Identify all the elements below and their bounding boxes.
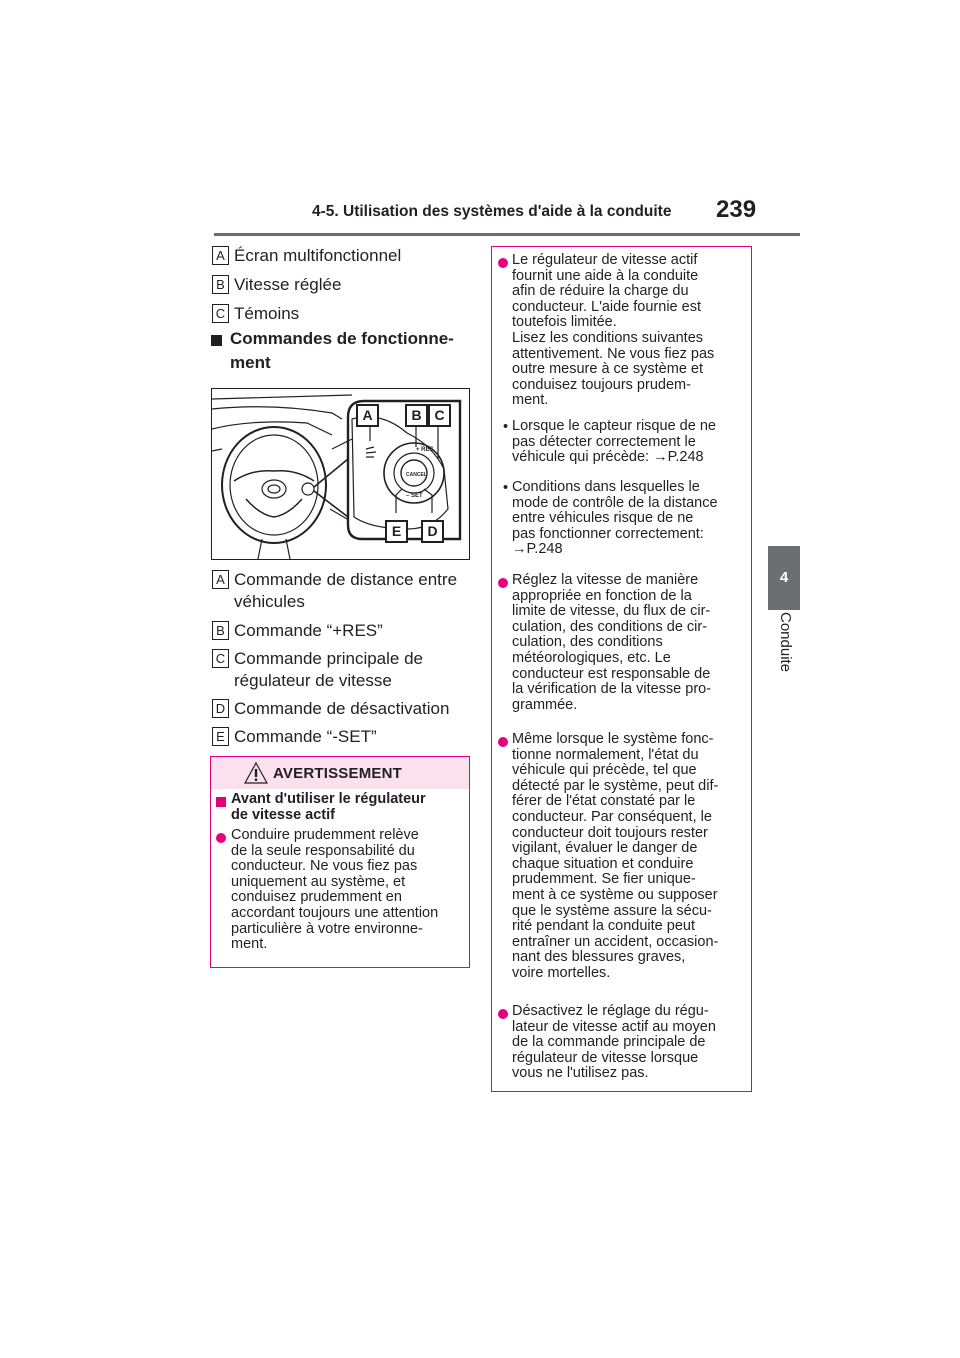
chapter-tab-label: Conduite — [777, 612, 794, 673]
set-label: – SET — [406, 493, 423, 499]
info-line: vous ne l'utilisez pas. — [512, 1065, 649, 1082]
warning-triangle-icon — [244, 762, 268, 784]
info-para-3 — [512, 732, 718, 982]
info-line: Lorsque le capteur risque de ne — [512, 418, 716, 434]
warning-line: de la seule responsabilité du — [231, 842, 415, 859]
warning-subhead-bullet — [216, 797, 226, 807]
info-line: météorologiques, etc. Le — [512, 649, 671, 666]
warning-line: conduisez prudemment en — [231, 889, 402, 906]
info-line: détecté par le système, peut dif- — [512, 777, 719, 794]
warning-box — [210, 756, 470, 968]
info-line-with-ref — [512, 450, 716, 466]
info-line: appropriée en fonction de la — [512, 587, 692, 604]
info-line: prudemment. Se fier unique- — [512, 871, 696, 888]
legend-letter-c: C — [212, 304, 229, 323]
info-line: Réglez la vitesse de manière — [512, 572, 699, 588]
warning-header — [211, 757, 469, 789]
figure-callout-a: A — [356, 404, 379, 427]
legend2-letter-c: C — [212, 649, 229, 668]
legend2-text-b: Commande “+RES” — [234, 621, 383, 640]
section-title — [230, 327, 470, 375]
info-line: Désactivez le réglage du régu- — [512, 1003, 709, 1019]
res-label: + RES — [416, 447, 434, 453]
warning-line: particulière à votre environne- — [231, 920, 423, 937]
info-line: que le système assure la sécu- — [512, 902, 712, 919]
legend2-text-c-line2: régulateur de vitesse — [234, 671, 392, 690]
info-bullet-1 — [498, 258, 508, 268]
legend2-letter-a: A — [212, 570, 229, 589]
page-number: 239 — [716, 196, 757, 223]
info-line: de la commande principale de — [512, 1034, 706, 1051]
figure-callout-e: E — [385, 520, 408, 543]
legend2-letter-e: E — [212, 727, 229, 746]
info-line: véhicule qui précède: — [512, 449, 654, 466]
section-title-line1: Commandes de fonctionne- — [230, 329, 454, 348]
warning-line: accordant toujours une attention — [231, 904, 439, 921]
info-line: mode de contrôle de la distance — [512, 494, 718, 511]
info-line: grammée. — [512, 696, 578, 713]
info-line: attentivement. Ne vous fiez pas — [512, 345, 715, 362]
info-line: Conditions dans lesquelles le — [512, 479, 700, 495]
legend2-letter-d: D — [212, 699, 229, 718]
warning-subhead-line1: Avant d'utiliser le régulateur — [231, 791, 426, 807]
info-line: toutefois limitée. — [512, 314, 617, 331]
info-line: régulateur de vitesse lorsque — [512, 1049, 699, 1066]
info-para-1 — [512, 253, 714, 409]
info-bullet-3 — [498, 737, 508, 747]
figure-callout-d: D — [421, 520, 444, 543]
legend2-text-c-line1: Commande principale de — [234, 649, 423, 668]
page-ref-arrow-icon: → — [653, 449, 668, 466]
chapter-tab-label-wrap — [777, 612, 793, 722]
warning-title: AVERTISSEMENT — [273, 765, 403, 782]
info-line: ment à ce système ou supposer — [512, 886, 718, 903]
info-line: culation, des conditions — [512, 634, 663, 651]
info-bullet-2 — [498, 578, 508, 588]
info-bullet-4 — [498, 1009, 508, 1019]
info-line: conducteur est responsable de — [512, 665, 711, 682]
legend-text-a: Écran multifonctionnel — [234, 246, 402, 265]
header-section-title: 4-5. Utilisation des systèmes d'aide à la conduite — [312, 203, 672, 220]
info-para-2 — [512, 573, 711, 713]
legend2-text-d: Commande de désactivation — [234, 699, 450, 718]
warning-line: ment. — [231, 936, 268, 953]
legend-letter-b: B — [212, 275, 229, 294]
legend-text-c: Témoins — [234, 304, 300, 323]
cancel-label: CANCEL — [406, 472, 427, 478]
figure-callout-c: C — [428, 404, 451, 427]
chapter-tab: 4 — [768, 546, 800, 610]
info-line: Lisez les conditions suivantes — [512, 329, 704, 346]
info-line: la vérification de la vitesse pro- — [512, 681, 712, 698]
info-line: conduisez toujours prudem- — [512, 376, 691, 393]
warning-subhead-line2: de vitesse actif — [231, 806, 335, 823]
steering-controls-figure — [211, 388, 470, 560]
warning-subhead — [231, 792, 426, 823]
info-para-4 — [512, 1004, 716, 1082]
info-line: ment. — [512, 392, 549, 409]
info-line: afin de réduire la charge du — [512, 283, 689, 300]
warning-line: uniquement au système, et — [231, 873, 406, 890]
info-box — [491, 246, 752, 1092]
info-line: nant des blessures graves, — [512, 949, 686, 966]
info-line: entre véhicules risque de ne — [512, 510, 694, 527]
info-line: limite de vitesse, du flux de cir- — [512, 603, 711, 620]
header-rule — [214, 233, 800, 236]
info-line: conducteur. Par conséquent, le — [512, 808, 712, 825]
info-line: fournit une aide à la conduite — [512, 267, 699, 284]
info-line: rité pendant la conduite peut — [512, 918, 695, 935]
info-line: férer de l'état constaté par le — [512, 793, 696, 810]
page-ref-link[interactable]: P.248 — [526, 541, 563, 558]
info-line: conducteur doit toujours rester — [512, 824, 708, 841]
info-line: pas fonctionner correctement: — [512, 525, 704, 542]
warning-line: conducteur. Ne vous fiez pas — [231, 858, 418, 875]
info-line: lateur de vitesse actif au moyen — [512, 1018, 716, 1035]
page-ref-link[interactable]: P.248 — [667, 449, 704, 466]
legend2-text-a-line2: véhicules — [234, 592, 305, 611]
info-sub-2 — [512, 480, 718, 558]
info-line: culation, des conditions de cir- — [512, 618, 708, 635]
page-ref-arrow-icon: → — [512, 541, 527, 558]
warning-body — [231, 828, 438, 953]
warning-line: Conduire prudemment relève — [231, 827, 419, 843]
warning-bullet — [216, 833, 226, 843]
legend-text-b: Vitesse réglée — [234, 275, 342, 294]
info-line: conducteur. L'aide fournie est — [512, 298, 701, 315]
info-line-with-ref — [512, 542, 718, 558]
info-line: outre mesure à ce système et — [512, 361, 703, 378]
info-line: voire mortelles. — [512, 964, 611, 981]
legend-letter-a: A — [212, 246, 229, 265]
legend2-letter-b: B — [212, 621, 229, 640]
info-line: tionne normalement, l'état du — [512, 746, 699, 763]
info-line: Le régulateur de vitesse actif — [512, 252, 698, 268]
info-line: Même lorsque le système fonc- — [512, 731, 714, 747]
figure-callout-b: B — [405, 404, 428, 427]
info-sub-bullet-2: • — [503, 480, 509, 496]
legend2-text-a-line1: Commande de distance entre — [234, 570, 458, 589]
section-bullet — [211, 335, 222, 346]
info-line: pas détecter correctement le — [512, 433, 696, 450]
info-line: entraîner un accident, occasion- — [512, 933, 719, 950]
info-line: vigilant, évaluer le danger de — [512, 840, 698, 857]
info-sub-1 — [512, 419, 716, 466]
info-sub-bullet-1: • — [503, 419, 509, 435]
section-title-line2: ment — [230, 353, 271, 372]
legend2-text-e: Commande “-SET” — [234, 727, 377, 746]
info-line: chaque situation et conduire — [512, 855, 694, 872]
info-line: véhicule qui précède, tel que — [512, 762, 697, 779]
